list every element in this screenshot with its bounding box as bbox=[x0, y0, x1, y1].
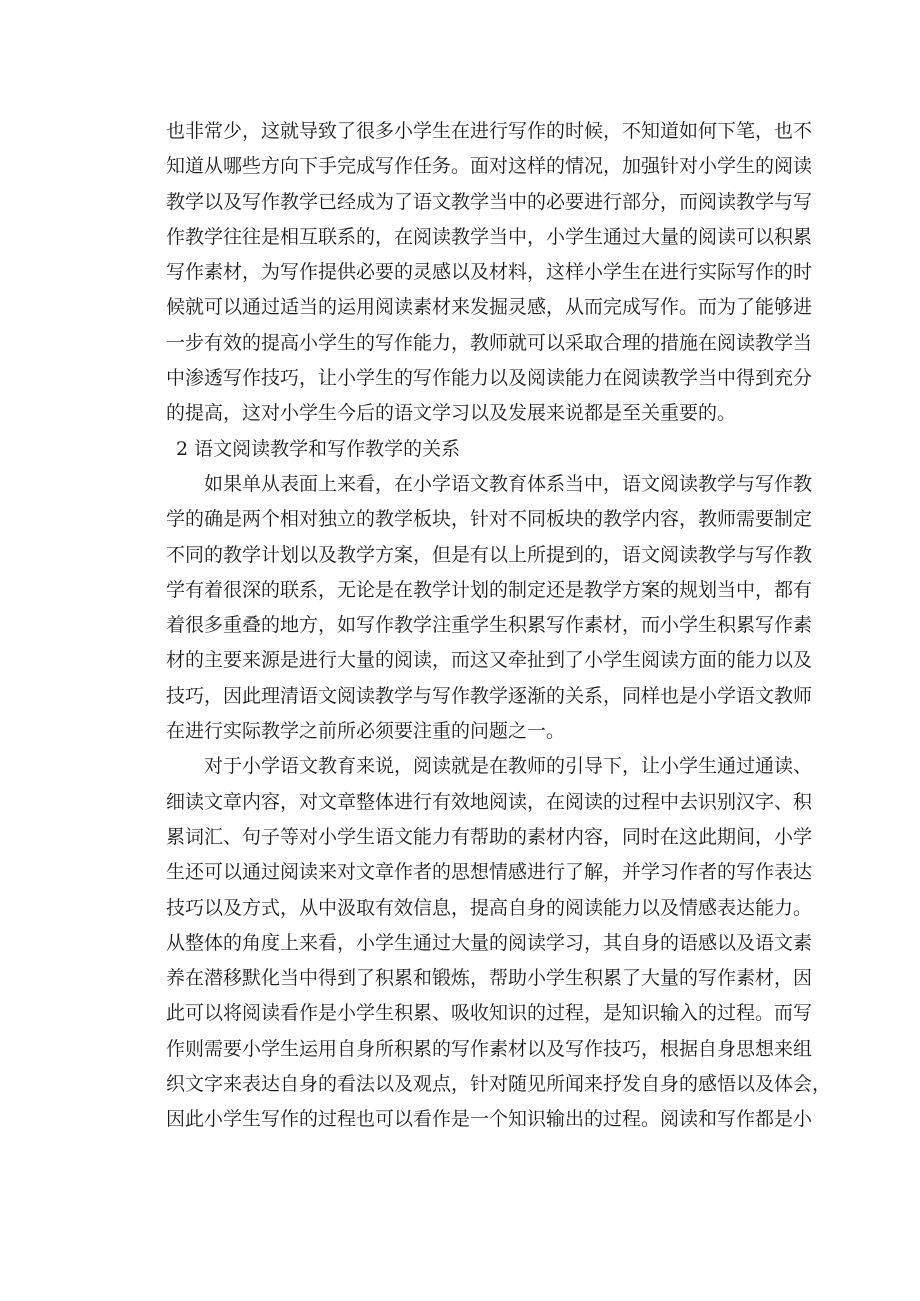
text-line: 对于小学语文教育来说，阅读就是在教师的引导下，让小学生通过通读、 bbox=[204, 755, 813, 778]
text-line: 在进行实际教学之前所必须要注重的问题之一。 bbox=[166, 720, 566, 743]
text-line: 材的主要来源是进行大量的阅读，而这又牵扯到了小学生阅读方面的能力以及 bbox=[166, 649, 813, 672]
text-line: 技巧以及方式，从中汲取有效信息，提高自身的阅读能力以及情感表达能力。 bbox=[166, 896, 813, 919]
text-line: 教学以及写作教学已经成为了语文教学当中的必要进行部分，而阅读教学与写 bbox=[166, 190, 813, 213]
paragraph-1 bbox=[166, 114, 813, 432]
text-line: 技巧，因此理清语文阅读教学与写作教学逐渐的关系，同样也是小学语文教师 bbox=[166, 684, 813, 707]
text-line: 细读文章内容，对文章整体进行有效地阅读，在阅读的过程中去识别汉字、积 bbox=[166, 790, 813, 813]
text-line: 着很多重叠的地方，如写作教学注重学生积累写作素材，而小学生积累写作素 bbox=[166, 614, 813, 637]
text-line: 累词汇、句子等对小学生语文能力有帮助的素材内容，同时在这此期间，小学 bbox=[166, 825, 813, 848]
text-line: 不同的教学计划以及教学方案，但是有以上所提到的，语文阅读教学与写作教 bbox=[166, 543, 813, 566]
text-line: 的提高，这对小学生今后的语文学习以及发展来说都是至关重要的。 bbox=[166, 402, 737, 425]
text-line: 知道从哪些方向下手完成写作任务。面对这样的情况，加强针对小学生的阅读 bbox=[166, 155, 813, 178]
text-line: 养在潜移默化当中得到了积累和锻炼，帮助小学生积累了大量的写作素材，因 bbox=[166, 967, 813, 990]
text-line: 中渗透写作技巧，让小学生的写作能力以及阅读能力在阅读教学当中得到充分 bbox=[166, 367, 813, 390]
text-line: 此可以将阅读看作是小学生积累、吸收知识的过程，是知识输入的过程。而写 bbox=[166, 1002, 813, 1025]
text-line: 学有着很深的联系，无论是在教学计划的制定还是教学方案的规划当中，都有 bbox=[166, 578, 813, 601]
paragraph-3 bbox=[166, 749, 832, 1137]
document-body bbox=[166, 114, 832, 1138]
text-line: 候就可以通过适当的运用阅读素材来发掘灵感，从而完成写作。而为了能够进 bbox=[166, 296, 813, 319]
text-line: 写作素材，为写作提供必要的灵感以及材料，这样小学生在进行实际写作的时 bbox=[166, 261, 813, 284]
text-line: 作则需要小学生运用自身所积累的写作素材以及写作技巧，根据自身思想来组 bbox=[166, 1037, 813, 1060]
text-line: 一步有效的提高小学生的写作能力，教师就可以采取合理的措施在阅读教学当 bbox=[166, 331, 813, 354]
text-line: 如果单从表面上来看，在小学语文教育体系当中，语文阅读教学与写作教 bbox=[204, 472, 813, 495]
text-line: 生还可以通过阅读来对文章作者的思想情感进行了解，并学习作者的写作表达 bbox=[166, 861, 813, 884]
text-line: 作教学往往是相互联系的，在阅读教学当中，小学生通过大量的阅读可以积累 bbox=[166, 225, 813, 248]
text-line: 织文字来表达自身的看法以及观点，针对随见所闻来抒发自身的感悟以及体会， bbox=[166, 1073, 832, 1096]
section-heading: 2 语文阅读教学和写作教学的关系 bbox=[176, 437, 461, 460]
paragraph-2 bbox=[166, 467, 813, 749]
text-line: 因此小学生写作的过程也可以看作是一个知识输出的过程。阅读和写作都是小 bbox=[166, 1108, 813, 1131]
text-line: 学的确是两个相对独立的教学板块，针对不同板块的教学内容，教师需要制定 bbox=[166, 508, 813, 531]
text-line: 也非常少，这就导致了很多小学生在进行写作的时候，不知道如何下笔，也不 bbox=[166, 120, 813, 142]
text-line: 从整体的角度上来看，小学生通过大量的阅读学习，其自身的语感以及语文素 bbox=[166, 931, 813, 954]
